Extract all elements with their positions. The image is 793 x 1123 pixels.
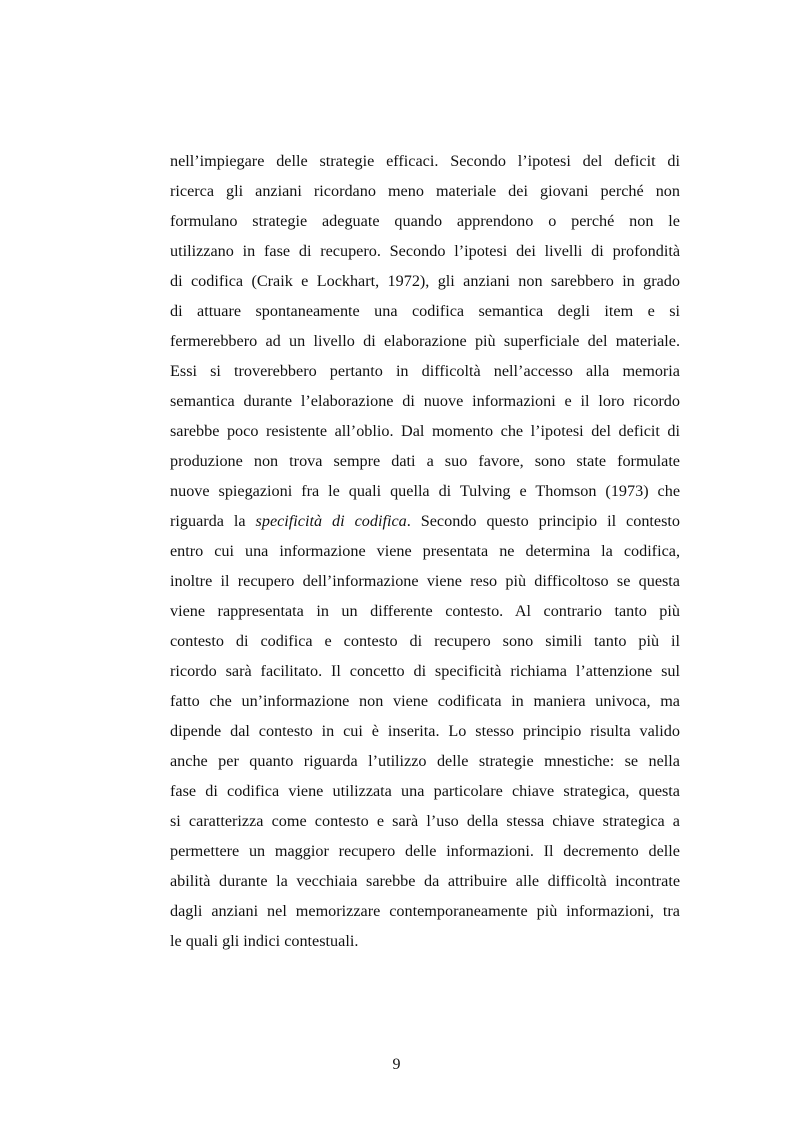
- text-line: abilità durante la vecchiaia sarebbe da attribuire alle difficoltà incontrate: [170, 872, 680, 890]
- text-line: semantica durante l’elaborazione di nuove informazioni e il loro ricordo: [170, 392, 680, 410]
- text-line: formulano strategie adeguate quando apprendono o perché non le: [170, 212, 680, 230]
- text-line: fase di codifica viene utilizzata una particolare chiave strategica, questa: [170, 782, 680, 800]
- text-line: Essi si troverebbero pertanto in difficoltà nell’accesso alla memoria: [170, 362, 680, 380]
- text-line: nuove spiegazioni fra le quali quella di Tulving e Thomson (1973) che: [170, 482, 680, 500]
- page-number: 9: [392, 1056, 401, 1073]
- text-line: ricerca gli anziani ricordano meno materiale dei giovani perché non: [170, 182, 680, 200]
- text-segment: . Secondo questo principio il contesto: [406, 512, 680, 530]
- text-line: produzione non trova sempre dati a suo favore, sono state formulate: [170, 452, 680, 470]
- text-line: contesto di codifica e contesto di recupero sono simili tanto più il: [170, 632, 680, 650]
- text-line: fermerebbero ad un livello di elaborazione più superficiale del materiale.: [170, 332, 680, 350]
- text-line: di attuare spontaneamente una codifica semantica degli item e si: [170, 302, 680, 320]
- text-line: nell’impiegare delle strategie efficaci. Secondo l’ipotesi del deficit di: [170, 152, 680, 170]
- text-line: le quali gli indici contestuali.: [170, 932, 359, 950]
- text-line: sarebbe poco resistente all’oblio. Dal momento che l’ipotesi del deficit di: [170, 422, 680, 440]
- text-line: inoltre il recupero dell’informazione viene reso più difficoltoso se questa: [170, 572, 680, 590]
- body-paragraph: [170, 146, 680, 956]
- text-line: di codifica (Craik e Lockhart, 1972), gli anziani non sarebbero in grado: [170, 272, 680, 290]
- text-line: viene rappresentata in un differente contesto. Al contrario tanto più: [170, 602, 680, 620]
- text-line: dagli anziani nel memorizzare contemporaneamente più informazioni, tra: [170, 902, 680, 920]
- text-line: permettere un maggior recupero delle informazioni. Il decremento delle: [170, 842, 680, 860]
- text-line: fatto che un’informazione non viene codificata in maniera univoca, ma: [170, 692, 680, 710]
- text-line: anche per quanto riguarda l’utilizzo delle strategie mnestiche: se nella: [170, 752, 680, 770]
- text-line-with-italic: [170, 506, 680, 536]
- text-line: entro cui una informazione viene presentata ne determina la codifica,: [170, 542, 680, 560]
- text-segment: riguarda la: [170, 512, 256, 530]
- italic-term: specificità di codifica: [255, 512, 407, 530]
- text-line: si caratterizza come contesto e sarà l’uso della stessa chiave strategica a: [170, 812, 680, 830]
- text-line: utilizzano in fase di recupero. Secondo l’ipotesi dei livelli di profondità: [170, 242, 680, 260]
- text-line: dipende dal contesto in cui è inserita. Lo stesso principio risulta valido: [170, 722, 680, 740]
- text-line: ricordo sarà facilitato. Il concetto di specificità richiama l’attenzione sul: [170, 662, 680, 680]
